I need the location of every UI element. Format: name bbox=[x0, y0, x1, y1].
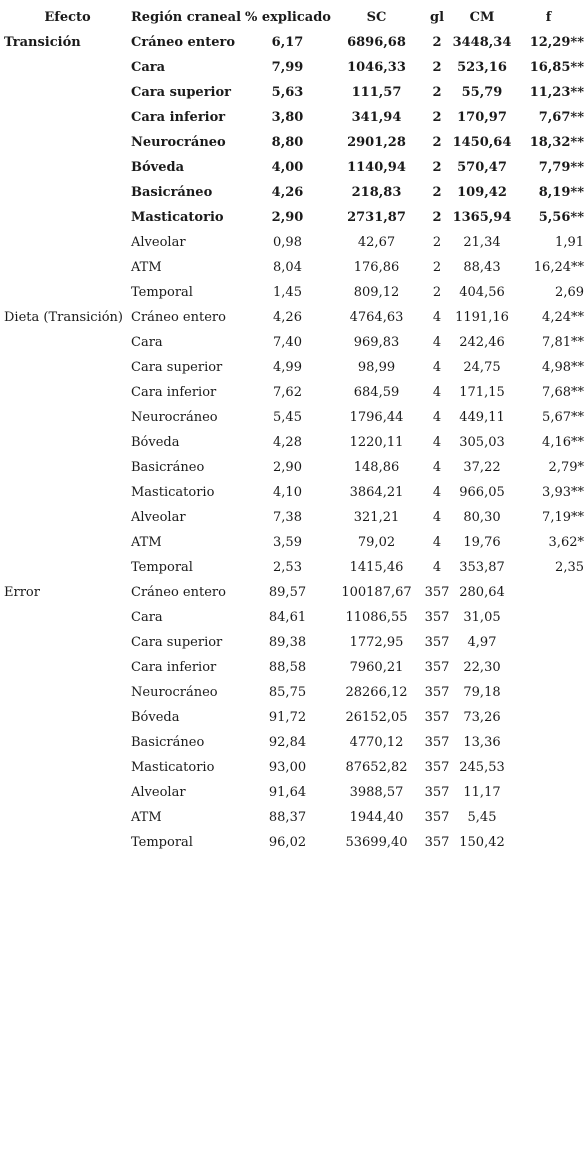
cell-region: Basicráneo bbox=[131, 185, 213, 200]
header-f: f bbox=[545, 10, 552, 25]
cell-efecto bbox=[4, 680, 131, 705]
cell-cm: 13,36 bbox=[463, 735, 501, 750]
cell-cm: 966,05 bbox=[459, 485, 505, 500]
cell-efecto bbox=[4, 280, 131, 305]
cell-cm: 21,34 bbox=[463, 235, 501, 250]
table-row bbox=[4, 305, 584, 330]
cell-sc: 684,59 bbox=[353, 385, 400, 400]
cell-pct: 3,59 bbox=[273, 535, 302, 550]
cell-efecto bbox=[4, 480, 131, 505]
table-row bbox=[4, 30, 584, 55]
cell-efecto bbox=[4, 180, 131, 205]
cell-pct: 3,80 bbox=[271, 110, 304, 125]
cell-efecto bbox=[4, 205, 131, 230]
table-row bbox=[4, 780, 584, 805]
cell-pct: 2,90 bbox=[271, 210, 304, 225]
cell-cm: 1365,94 bbox=[452, 210, 512, 225]
cell-region: Temporal bbox=[131, 285, 193, 300]
cell-region: ATM bbox=[131, 810, 162, 825]
cell-f bbox=[513, 705, 584, 730]
table-row bbox=[4, 530, 584, 555]
cell-pct: 5,63 bbox=[271, 85, 304, 100]
cell-pct: 7,62 bbox=[273, 385, 302, 400]
cell-cm: 37,22 bbox=[463, 460, 501, 475]
cell-region: Bóveda bbox=[131, 710, 180, 725]
cell-gl: 2 bbox=[432, 235, 442, 250]
cell-efecto bbox=[4, 455, 131, 480]
cell-cm: 280,64 bbox=[459, 585, 505, 600]
table-row bbox=[4, 105, 584, 130]
cell-f: 3,62* bbox=[548, 535, 584, 550]
cell-region: Cara inferior bbox=[131, 660, 217, 675]
cell-gl: 2 bbox=[432, 135, 442, 150]
cell-sc: 42,67 bbox=[357, 235, 396, 250]
cell-gl: 357 bbox=[424, 785, 450, 800]
cell-sc: 79,02 bbox=[357, 535, 396, 550]
cell-cm: 150,42 bbox=[459, 835, 505, 850]
cell-sc: 1944,40 bbox=[349, 810, 404, 825]
cell-gl: 2 bbox=[432, 35, 442, 50]
table-row bbox=[4, 730, 584, 755]
cell-gl: 4 bbox=[432, 460, 442, 475]
cell-gl: 2 bbox=[432, 210, 442, 225]
cell-cm: 245,53 bbox=[459, 760, 505, 775]
cell-pct: 91,64 bbox=[268, 785, 307, 800]
cell-pct: 8,80 bbox=[271, 135, 304, 150]
cell-f: 8,19** bbox=[538, 185, 584, 200]
cell-cm: 523,16 bbox=[457, 60, 507, 75]
cell-region: Cráneo entero bbox=[131, 35, 236, 50]
table-header bbox=[4, 5, 584, 30]
cell-efecto bbox=[4, 730, 131, 755]
cell-cm: 73,26 bbox=[463, 710, 501, 725]
table-row bbox=[4, 580, 584, 605]
cell-cm: 4,97 bbox=[467, 635, 497, 650]
cell-region: ATM bbox=[131, 260, 162, 275]
cell-efecto bbox=[4, 330, 131, 355]
cell-sc: 2731,87 bbox=[347, 210, 406, 225]
table-row bbox=[4, 55, 584, 80]
cell-pct: 6,17 bbox=[271, 35, 304, 50]
cell-pct: 93,00 bbox=[268, 760, 307, 775]
cell-sc: 1796,44 bbox=[349, 410, 404, 425]
cell-sc: 7960,21 bbox=[349, 660, 404, 675]
cell-region: Alveolar bbox=[131, 235, 186, 250]
cell-cm: 88,43 bbox=[463, 260, 501, 275]
table-row bbox=[4, 230, 584, 255]
cell-gl: 4 bbox=[432, 360, 442, 375]
cell-f: 5,56** bbox=[538, 210, 584, 225]
cell-gl: 357 bbox=[424, 610, 450, 625]
cell-efecto bbox=[4, 755, 131, 780]
cell-pct: 96,02 bbox=[268, 835, 307, 850]
cell-gl: 4 bbox=[432, 485, 442, 500]
cell-region: Neurocráneo bbox=[131, 685, 218, 700]
cell-sc: 6896,68 bbox=[347, 35, 406, 50]
cell-efecto: Error bbox=[4, 585, 40, 600]
table-row bbox=[4, 80, 584, 105]
cell-region: Masticatorio bbox=[131, 210, 224, 225]
cell-f: 7,67** bbox=[538, 110, 584, 125]
cell-efecto bbox=[4, 355, 131, 380]
cell-pct: 4,26 bbox=[273, 310, 302, 325]
cell-f bbox=[513, 805, 584, 830]
table-row bbox=[4, 605, 584, 630]
cell-sc: 341,94 bbox=[351, 110, 402, 125]
cell-efecto bbox=[4, 830, 131, 855]
cell-cm: 404,56 bbox=[459, 285, 505, 300]
cell-f bbox=[513, 730, 584, 755]
cell-efecto bbox=[4, 655, 131, 680]
cell-region: Masticatorio bbox=[131, 760, 215, 775]
cell-region: Cara inferior bbox=[131, 385, 217, 400]
cell-gl: 2 bbox=[432, 260, 442, 275]
cell-cm: 305,03 bbox=[459, 435, 505, 450]
cell-gl: 2 bbox=[432, 85, 442, 100]
cell-cm: 55,79 bbox=[461, 85, 503, 100]
cell-f bbox=[513, 830, 584, 855]
cell-pct: 5,45 bbox=[273, 410, 302, 425]
cell-region: Cara superior bbox=[131, 360, 223, 375]
cell-pct: 0,98 bbox=[273, 235, 302, 250]
cell-pct: 8,04 bbox=[273, 260, 302, 275]
cell-f: 2,69 bbox=[555, 285, 584, 300]
table-row bbox=[4, 455, 584, 480]
table-row bbox=[4, 280, 584, 305]
cell-region: Temporal bbox=[131, 835, 193, 850]
cell-efecto bbox=[4, 555, 131, 580]
cell-f: 12,29** bbox=[529, 35, 584, 50]
cell-pct: 84,61 bbox=[268, 610, 307, 625]
table-row bbox=[4, 655, 584, 680]
cell-cm: 1191,16 bbox=[455, 310, 509, 325]
cell-f: 7,81** bbox=[542, 335, 584, 350]
header-row bbox=[4, 5, 584, 30]
table-row bbox=[4, 680, 584, 705]
cell-gl: 2 bbox=[432, 185, 442, 200]
cell-cm: 353,87 bbox=[459, 560, 505, 575]
cell-region: Alveolar bbox=[131, 785, 186, 800]
cell-efecto bbox=[4, 80, 131, 105]
cell-f: 18,32** bbox=[529, 135, 584, 150]
cell-efecto bbox=[4, 255, 131, 280]
cell-efecto bbox=[4, 630, 131, 655]
table-row bbox=[4, 130, 584, 155]
table-row bbox=[4, 480, 584, 505]
cell-gl: 4 bbox=[432, 435, 442, 450]
cell-gl: 357 bbox=[424, 810, 450, 825]
cell-gl: 357 bbox=[424, 685, 450, 700]
cell-efecto bbox=[4, 605, 131, 630]
cell-pct: 2,53 bbox=[273, 560, 302, 575]
cell-f: 4,24** bbox=[542, 310, 584, 325]
cell-sc: 100187,67 bbox=[341, 585, 412, 600]
table-row bbox=[4, 805, 584, 830]
cell-gl: 4 bbox=[432, 535, 442, 550]
table-row bbox=[4, 380, 584, 405]
cell-region: Cara bbox=[131, 610, 163, 625]
cell-sc: 1772,95 bbox=[349, 635, 404, 650]
cell-gl: 4 bbox=[432, 385, 442, 400]
cell-gl: 357 bbox=[424, 710, 450, 725]
table-row bbox=[4, 430, 584, 455]
cell-sc: 148,86 bbox=[353, 460, 400, 475]
cell-f: 16,85** bbox=[529, 60, 584, 75]
cell-gl: 4 bbox=[432, 310, 442, 325]
cell-sc: 969,83 bbox=[353, 335, 400, 350]
cell-sc: 2901,28 bbox=[347, 135, 406, 150]
cell-f: 2,35 bbox=[555, 560, 584, 575]
table-row bbox=[4, 180, 584, 205]
cell-f bbox=[513, 680, 584, 705]
cell-gl: 2 bbox=[432, 60, 442, 75]
cell-f bbox=[513, 580, 584, 605]
cell-f: 4,16** bbox=[542, 435, 584, 450]
cell-cm: 1450,64 bbox=[452, 135, 512, 150]
cell-region: Cara bbox=[131, 60, 166, 75]
cell-sc: 87652,82 bbox=[345, 760, 408, 775]
cell-pct: 1,45 bbox=[273, 285, 302, 300]
cell-pct: 2,90 bbox=[273, 460, 302, 475]
cell-gl: 357 bbox=[424, 585, 450, 600]
table-row bbox=[4, 405, 584, 430]
cell-sc: 28266,12 bbox=[345, 685, 408, 700]
cell-f: 7,19** bbox=[542, 510, 584, 525]
cell-sc: 1046,33 bbox=[347, 60, 406, 75]
cell-cm: 570,47 bbox=[457, 160, 507, 175]
cell-gl: 357 bbox=[424, 835, 450, 850]
header-gl: gl bbox=[429, 10, 445, 25]
cell-sc: 4764,63 bbox=[349, 310, 404, 325]
cell-gl: 4 bbox=[432, 410, 442, 425]
cell-region: Cara superior bbox=[131, 85, 232, 100]
cell-f: 1,91 bbox=[555, 235, 584, 250]
cell-cm: 5,45 bbox=[467, 810, 497, 825]
cell-efecto bbox=[4, 155, 131, 180]
table-row bbox=[4, 330, 584, 355]
cell-gl: 4 bbox=[432, 510, 442, 525]
cell-sc: 3988,57 bbox=[349, 785, 404, 800]
cell-cm: 80,30 bbox=[463, 510, 501, 525]
cell-efecto: Transición bbox=[4, 35, 81, 50]
cell-gl: 2 bbox=[432, 160, 442, 175]
cell-efecto bbox=[4, 130, 131, 155]
cell-sc: 218,83 bbox=[351, 185, 402, 200]
header-efecto: Efecto bbox=[44, 10, 91, 25]
cell-pct: 88,58 bbox=[268, 660, 307, 675]
cell-region: Basicráneo bbox=[131, 735, 205, 750]
cell-efecto bbox=[4, 430, 131, 455]
cell-sc: 1140,94 bbox=[347, 160, 406, 175]
cell-pct: 4,00 bbox=[271, 160, 304, 175]
cell-efecto bbox=[4, 805, 131, 830]
cell-cm: 19,76 bbox=[463, 535, 501, 550]
cell-region: Basicráneo bbox=[131, 460, 205, 475]
cell-region: Masticatorio bbox=[131, 485, 215, 500]
table-row bbox=[4, 505, 584, 530]
cell-region: Temporal bbox=[131, 560, 193, 575]
cell-gl: 357 bbox=[424, 760, 450, 775]
cell-gl: 357 bbox=[424, 735, 450, 750]
cell-region: Cráneo entero bbox=[131, 585, 226, 600]
cell-f: 4,98** bbox=[542, 360, 584, 375]
cell-region: Bóveda bbox=[131, 435, 180, 450]
cell-sc: 1415,46 bbox=[349, 560, 404, 575]
cell-f: 2,79* bbox=[548, 460, 584, 475]
table-row bbox=[4, 705, 584, 730]
cell-cm: 24,75 bbox=[463, 360, 501, 375]
cell-pct: 89,38 bbox=[268, 635, 307, 650]
cell-cm: 22,30 bbox=[463, 660, 501, 675]
cell-f: 5,67** bbox=[542, 410, 584, 425]
cell-region: Cara superior bbox=[131, 635, 223, 650]
cell-pct: 88,37 bbox=[268, 810, 307, 825]
cell-sc: 11086,55 bbox=[345, 610, 408, 625]
cell-gl: 357 bbox=[424, 635, 450, 650]
cell-efecto bbox=[4, 505, 131, 530]
cell-efecto bbox=[4, 230, 131, 255]
cell-gl: 4 bbox=[432, 335, 442, 350]
header-pct: % explicado bbox=[245, 10, 331, 25]
cell-efecto bbox=[4, 380, 131, 405]
table-row bbox=[4, 255, 584, 280]
cell-f bbox=[513, 655, 584, 680]
anova-table bbox=[4, 5, 584, 855]
cell-sc: 98,99 bbox=[357, 360, 396, 375]
cell-cm: 170,97 bbox=[457, 110, 507, 125]
cell-efecto: Dieta (Transición) bbox=[4, 310, 123, 325]
table-row bbox=[4, 555, 584, 580]
cell-cm: 79,18 bbox=[463, 685, 501, 700]
cell-f: 3,93** bbox=[542, 485, 584, 500]
cell-f bbox=[513, 605, 584, 630]
cell-region: Bóveda bbox=[131, 160, 184, 175]
table-body bbox=[4, 30, 584, 855]
cell-gl: 4 bbox=[432, 560, 442, 575]
table-row bbox=[4, 355, 584, 380]
cell-efecto bbox=[4, 780, 131, 805]
cell-pct: 4,10 bbox=[273, 485, 302, 500]
cell-region: ATM bbox=[131, 535, 162, 550]
cell-f: 7,79** bbox=[538, 160, 584, 175]
cell-cm: 3448,34 bbox=[452, 35, 512, 50]
cell-pct: 89,57 bbox=[268, 585, 307, 600]
cell-f: 7,68** bbox=[542, 385, 584, 400]
table-row bbox=[4, 630, 584, 655]
cell-region: Neurocráneo bbox=[131, 410, 218, 425]
cell-cm: 242,46 bbox=[459, 335, 505, 350]
cell-cm: 171,15 bbox=[459, 385, 505, 400]
cell-f bbox=[513, 755, 584, 780]
cell-efecto bbox=[4, 405, 131, 430]
cell-cm: 109,42 bbox=[457, 185, 507, 200]
header-sc: SC bbox=[366, 10, 387, 25]
table-row bbox=[4, 830, 584, 855]
cell-f: 11,23** bbox=[529, 85, 584, 100]
cell-pct: 4,28 bbox=[273, 435, 302, 450]
header-region: Región craneal bbox=[131, 10, 242, 25]
cell-pct: 4,99 bbox=[273, 360, 302, 375]
cell-sc: 3864,21 bbox=[349, 485, 404, 500]
cell-sc: 321,21 bbox=[353, 510, 400, 525]
cell-sc: 176,86 bbox=[353, 260, 400, 275]
cell-f: 16,24** bbox=[533, 260, 584, 275]
cell-sc: 26152,05 bbox=[345, 710, 408, 725]
cell-pct: 4,26 bbox=[271, 185, 304, 200]
cell-cm: 31,05 bbox=[463, 610, 501, 625]
cell-sc: 1220,11 bbox=[349, 435, 404, 450]
cell-cm: 449,11 bbox=[459, 410, 505, 425]
table-row bbox=[4, 155, 584, 180]
cell-pct: 7,38 bbox=[273, 510, 302, 525]
cell-gl: 2 bbox=[432, 285, 442, 300]
cell-pct: 91,72 bbox=[268, 710, 307, 725]
table-row bbox=[4, 755, 584, 780]
table-row bbox=[4, 205, 584, 230]
cell-region: Cráneo entero bbox=[131, 310, 226, 325]
cell-efecto bbox=[4, 530, 131, 555]
cell-sc: 111,57 bbox=[351, 85, 402, 100]
cell-efecto bbox=[4, 705, 131, 730]
cell-efecto bbox=[4, 105, 131, 130]
cell-sc: 53699,40 bbox=[345, 835, 408, 850]
cell-pct: 7,99 bbox=[271, 60, 304, 75]
cell-region: Cara inferior bbox=[131, 110, 226, 125]
cell-cm: 11,17 bbox=[463, 785, 501, 800]
cell-region: Neurocráneo bbox=[131, 135, 226, 150]
cell-region: Alveolar bbox=[131, 510, 186, 525]
cell-efecto bbox=[4, 55, 131, 80]
cell-pct: 92,84 bbox=[268, 735, 307, 750]
cell-f bbox=[513, 630, 584, 655]
header-cm: CM bbox=[469, 10, 495, 25]
cell-gl: 2 bbox=[432, 110, 442, 125]
cell-region: Cara bbox=[131, 335, 163, 350]
cell-sc: 809,12 bbox=[353, 285, 400, 300]
cell-sc: 4770,12 bbox=[349, 735, 404, 750]
cell-pct: 7,40 bbox=[273, 335, 302, 350]
cell-f bbox=[513, 780, 584, 805]
cell-gl: 357 bbox=[424, 660, 450, 675]
cell-pct: 85,75 bbox=[268, 685, 307, 700]
